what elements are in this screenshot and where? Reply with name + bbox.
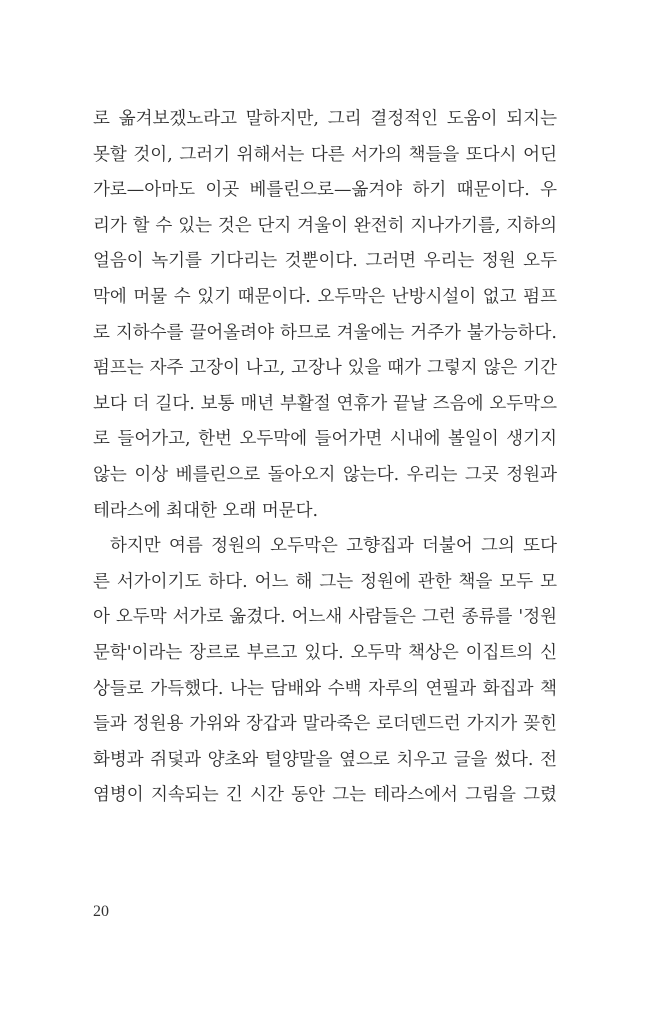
text-line: 상들로 가득했다. 나는 담배와 수백 자루의 연필과 화집과 책 xyxy=(93,678,557,699)
text-line: 못할 것이, 그러기 위해서는 다른 서가의 책들을 또다시 어딘 xyxy=(93,144,557,165)
text-line: 않는 이상 베를린으로 돌아오지 않는다. 우리는 그곳 정원과 xyxy=(93,464,557,485)
text-line: 얼음이 녹기를 기다리는 것뿐이다. 그러면 우리는 정원 오두 xyxy=(93,251,557,272)
text-line: 들과 정원용 가위와 장갑과 말라죽은 로더덴드런 가지가 꽂힌 xyxy=(93,714,557,735)
text-line: 로 옮겨보겠노라고 말하지만, 그리 결정적인 도움이 되지는 xyxy=(93,109,557,129)
text-line: 보다 더 길다. 보통 매년 부활절 연휴가 끝날 즈음에 오두막으 xyxy=(93,393,557,414)
page-number: 20 xyxy=(93,903,109,920)
text-line: 펌프는 자주 고장이 나고, 고장나 있을 때가 그렇지 않은 기간 xyxy=(93,358,557,379)
text-line: 아 오두막 서가로 옮겼다. 어느새 사람들은 그런 종류를 '정원 xyxy=(93,607,557,628)
text-line: 리가 할 수 있는 것은 단지 겨울이 완전히 지나가기를, 지하의 xyxy=(93,215,557,236)
text-line: 염병이 지속되는 긴 시간 동안 그는 테라스에서 그림을 그렸 xyxy=(93,785,557,806)
text-line: 테라스에 최대한 오래 머문다. xyxy=(93,500,319,521)
text-line: 른 서가이기도 하다. 어느 해 그는 정원에 관한 책을 모두 모 xyxy=(93,571,557,592)
text-line: 로 들어가고, 한번 오두막에 들어가면 시내에 볼일이 생기지 xyxy=(93,429,557,450)
text-line: 로 지하수를 끌어올려야 하므로 겨울에는 거주가 불가능하다. xyxy=(93,322,557,343)
text-line: 문학'이라는 장르로 부르고 있다. 오두막 책상은 이집트의 신 xyxy=(93,642,557,663)
text-line: 가로—아마도 이곳 베를린으로—옮겨야 하기 때문이다. 우 xyxy=(93,180,557,201)
text-line: 화병과 쥐덫과 양초와 털양말을 옆으로 치우고 글을 썼다. 전 xyxy=(93,749,557,770)
text-line-indented: 하지만 여름 정원의 오두막은 고향집과 더불어 그의 또다 xyxy=(110,536,557,557)
body-text xyxy=(93,102,557,814)
text-line: 막에 머물 수 있기 때문이다. 오두막은 난방시설이 없고 펌프 xyxy=(93,286,557,307)
